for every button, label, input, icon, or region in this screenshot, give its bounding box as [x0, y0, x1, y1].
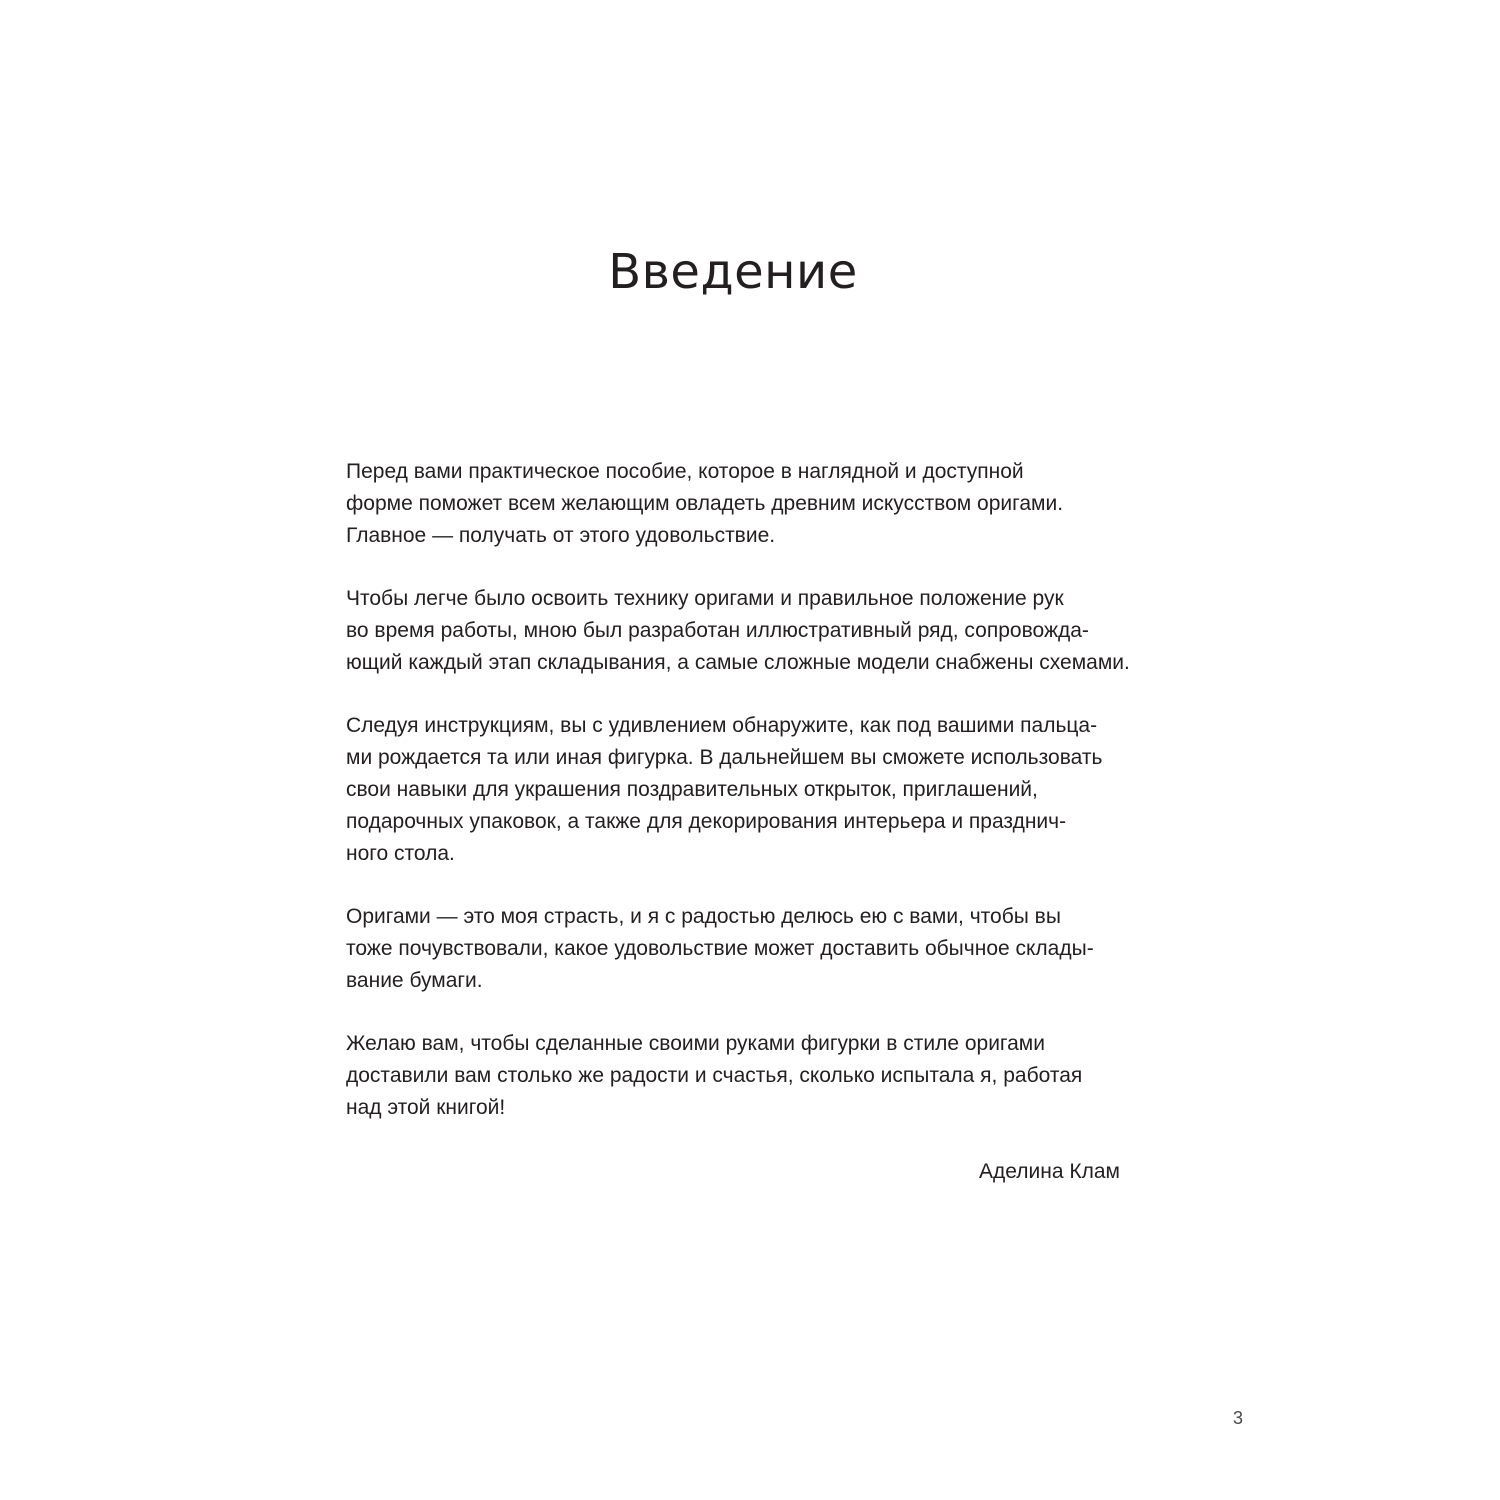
- paragraph: [346, 583, 1136, 679]
- text-line: Желаю вам, чтобы сделанные своими руками фигурки в стиле оригами: [346, 1032, 1045, 1055]
- author-signature: Аделина Клам: [979, 1160, 1120, 1183]
- paragraph: [346, 1028, 1136, 1124]
- text-line: вание бумаги.: [346, 969, 483, 992]
- text-line: Главное — получать от этого удовольствие.: [346, 524, 776, 547]
- page-number: 3: [1232, 1408, 1243, 1428]
- page-title: Введение: [608, 244, 858, 300]
- paragraph: [346, 710, 1136, 870]
- text-line: над этой книгой!: [346, 1096, 506, 1119]
- text-line: доставили вам столько же радости и счастья, сколько испытала я, работая: [346, 1064, 1083, 1087]
- text-line: форме поможет всем желающим овладеть древним искусством оригами.: [346, 492, 1064, 515]
- paragraph: [346, 901, 1136, 997]
- text-line: тоже почувствовали, какое удовольствие может доставить обычное склады-: [346, 937, 1094, 960]
- text-line: свои навыки для украшения поздравительных открыток, приглашений,: [346, 778, 1038, 801]
- text-line: Оригами — это моя страсть, и я с радостью делюсь ею с вами, чтобы вы: [346, 905, 1061, 928]
- text-line: Перед вами практическое пособие, которое в наглядной и доступной: [346, 460, 1024, 483]
- text-line: Чтобы легче было освоить технику оригами и правильное положение рук: [346, 587, 1064, 610]
- text-line: подарочных упаковок, а также для декорирования интерьера и празднич-: [346, 810, 1067, 833]
- body-text: [346, 456, 1136, 1155]
- text-line: ющий каждый этап складывания, а самые сложные модели снабжены схемами.: [346, 651, 1130, 674]
- text-line: во время работы, мною был разработан иллюстративный ряд, сопровожда-: [346, 619, 1089, 642]
- text-line: ного стола.: [346, 842, 455, 865]
- text-line: ми рождается та или иная фигурка. В дальнейшем вы сможете использовать: [346, 746, 1103, 769]
- paragraph: [346, 456, 1136, 552]
- text-line: Следуя инструкциям, вы с удивлением обнаружите, как под вашими пальца-: [346, 714, 1098, 737]
